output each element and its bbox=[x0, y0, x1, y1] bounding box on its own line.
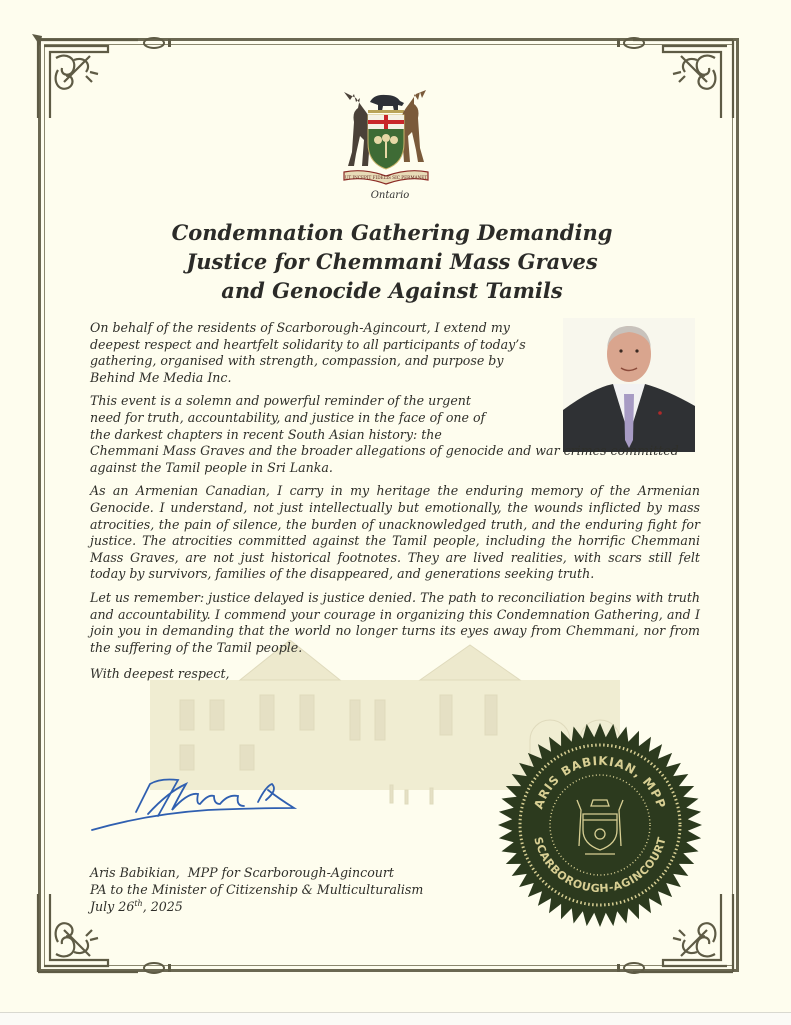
seal-starburst bbox=[498, 723, 702, 927]
paragraph-1: On behalf of the residents of Scarborough-Agincourt, I extend my deepest respect and heartfelt solidarity to all participants of today’s gathering, organised with strength, compassion, and purpose by Behind Me Media Inc. bbox=[90, 320, 526, 385]
page-edge bbox=[0, 1012, 791, 1025]
border-ornament-icon bbox=[604, 962, 648, 974]
signatory-name: Aris Babikian, MPP for Scarborough-Agincourt bbox=[90, 865, 394, 880]
date-ordinal: th bbox=[134, 898, 143, 908]
letter-body bbox=[90, 320, 700, 690]
border-ornament-icon bbox=[604, 37, 648, 49]
date-year: , 2025 bbox=[142, 899, 183, 914]
signatory-role: PA to the Minister of Citizenship & Multiculturalism bbox=[90, 882, 424, 897]
closing-salutation: With deepest respect, bbox=[90, 666, 230, 682]
paragraph-2-line: the darkest chapters in recent South Asian history: the bbox=[90, 426, 442, 442]
seal-bottom-text: SCARBOROUGH-AGINCOURT bbox=[531, 835, 669, 896]
paragraph-2-line: This event is a solemn and powerful reminder of the urgent bbox=[90, 393, 471, 409]
title-line: Justice for Chemmani Mass Graves bbox=[186, 249, 598, 274]
paragraph-4: Let us remember: justice delayed is justice denied. The path to reconciliation begins with truth and accountability. I commend your courage in organizing this Condemnation Gathering, and I join you in demanding that the world no longer turns its eyes away from Chemmani, nor from the suffering of the Tamil people. bbox=[90, 589, 700, 655]
corner-ornament-icon bbox=[28, 30, 148, 120]
ontario-coat-of-arms-icon bbox=[334, 88, 438, 188]
paragraph-2-rest: Chemmani Mass Graves and the broader allegations of genocide and war crimes committed against the Tamil people in Sri Lanka. bbox=[90, 443, 679, 475]
signature-date bbox=[90, 898, 423, 915]
crest-label: Ontario bbox=[370, 190, 410, 201]
crest-motto: UT INCEPIT FIDELIS SIC PERMANET bbox=[344, 175, 428, 180]
paragraph-3: As an Armenian Canadian, I carry in my heritage the enduring memory of the Armenian Genocide. I understand, not just intellectually but emotionally, the wounds inflicted by mass atrocities, the pain of silence, the burden of unacknowledged truth, and the enduring fight for justice. The atrocities committed against the Tamil people, including the horrific Chemmani Mass Graves, are not just historical footnotes. They are lived realities, with scars still felt today by survivors, families of the disappeared, and generations seeking truth. bbox=[90, 483, 700, 582]
title-line: Condemnation Gathering Demanding bbox=[171, 220, 613, 245]
paragraph-2-line: need for truth, accountability, and justice in the face of one of bbox=[90, 409, 486, 425]
page-title bbox=[110, 218, 674, 305]
border-ornament-icon bbox=[140, 37, 184, 49]
seal-top-text: ARIS BABIKIAN, MPP bbox=[531, 753, 669, 811]
mpp-seal bbox=[497, 722, 703, 928]
border-ornament-icon bbox=[140, 962, 184, 974]
title-line: and Genocide Against Tamils bbox=[221, 278, 563, 303]
paragraph-2 bbox=[90, 393, 700, 476]
handwritten-signature bbox=[88, 768, 308, 838]
signatory-block bbox=[90, 864, 423, 915]
date-day: July 26 bbox=[90, 899, 135, 914]
